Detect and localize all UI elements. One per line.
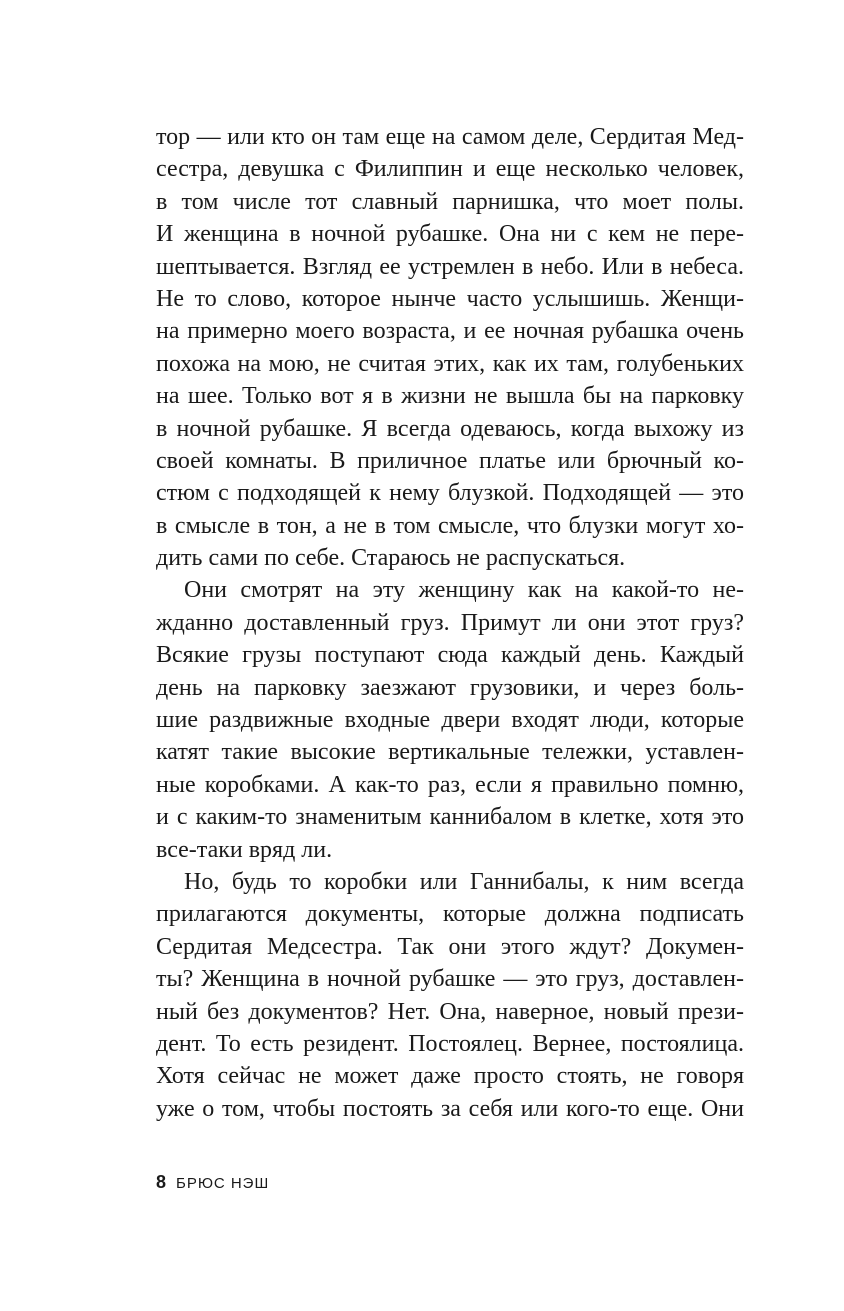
- text-line: Они смотрят на эту женщину как на какой-то не-: [184, 577, 744, 604]
- text-line: в том числе тот славный парнишка, что моет полы.: [156, 188, 744, 215]
- text-line: Но, будь то коробки или Ганнибалы, к ним всегда: [184, 868, 744, 895]
- text-line: все-таки вряд ли.: [156, 836, 333, 863]
- text-line: И женщина в ночной рубашке. Она ни с кем не пере-: [156, 221, 744, 248]
- text-line: шептывается. Взгляд ее устремлен в небо. Или в небеса.: [156, 253, 744, 280]
- text-line: на шее. Только вот я в жизни не вышла бы на парковку: [156, 383, 744, 410]
- text-line: тор — или кто он там еще на самом деле, Сердитая Мед-: [156, 124, 744, 150]
- text-line: своей комнаты. В приличное платье или брючный ко-: [156, 447, 744, 474]
- text-line: сестра, девушка с Филиппин и еще несколько человек,: [156, 156, 744, 183]
- text-line: шие раздвижные входные двери входят люди, которые: [156, 707, 744, 734]
- running-head-author: БРЮС НЭШ: [176, 1175, 270, 1192]
- text-line: ный без документов? Нет. Она, наверное, новый прези-: [156, 998, 744, 1025]
- text-line: ты? Женщина в ночной рубашке — это груз, доставлен-: [156, 966, 744, 993]
- text-line: Не то слово, которое нынче часто услышишь. Женщи-: [156, 285, 744, 312]
- text-line: жданно доставленный груз. Примут ли они этот груз?: [156, 609, 744, 636]
- body-text: [156, 121, 744, 1125]
- text-line: Хотя сейчас не может даже просто стоять, не говоря: [156, 1063, 744, 1090]
- text-line: и с каким-то знаменитым каннибалом в клетке, хотя это: [156, 804, 744, 831]
- text-line: дить сами по себе. Стараюсь не распускаться.: [156, 545, 626, 572]
- text-line: день на парковку заезжают грузовики, и через боль-: [156, 674, 744, 701]
- text-line: Сердитая Медсестра. Так они этого ждут? Докумен-: [156, 933, 744, 960]
- page-footer: [156, 1170, 269, 1194]
- text-line: дент. То есть резидент. Постоялец. Вернее, постоялица.: [156, 1030, 744, 1057]
- text-line: на примерно моего возраста, и ее ночная рубашка очень: [156, 318, 744, 345]
- text-line: катят такие высокие вертикальные тележки, уставлен-: [156, 739, 744, 766]
- text-line: Всякие грузы поступают сюда каждый день. Каждый: [156, 642, 744, 669]
- text-line: стюм с подходящей к нему блузкой. Подходящей — это: [156, 480, 744, 507]
- text-line: похожа на мою, не считая этих, как их там, голубеньких: [156, 350, 744, 377]
- text-line: в смысле в тон, а не в том смысле, что блузки могут хо-: [156, 512, 744, 539]
- text-line: уже о том, чтобы постоять за себя или кого-то еще. Они: [156, 1095, 744, 1122]
- text-line: в ночной рубашке. Я всегда одеваюсь, когда выхожу из: [156, 415, 744, 442]
- text-line: ные коробками. А как-то раз, если я правильно помню,: [156, 771, 744, 798]
- page-number: 8: [156, 1172, 167, 1192]
- text-line: прилагаются документы, которые должна подписать: [156, 901, 744, 928]
